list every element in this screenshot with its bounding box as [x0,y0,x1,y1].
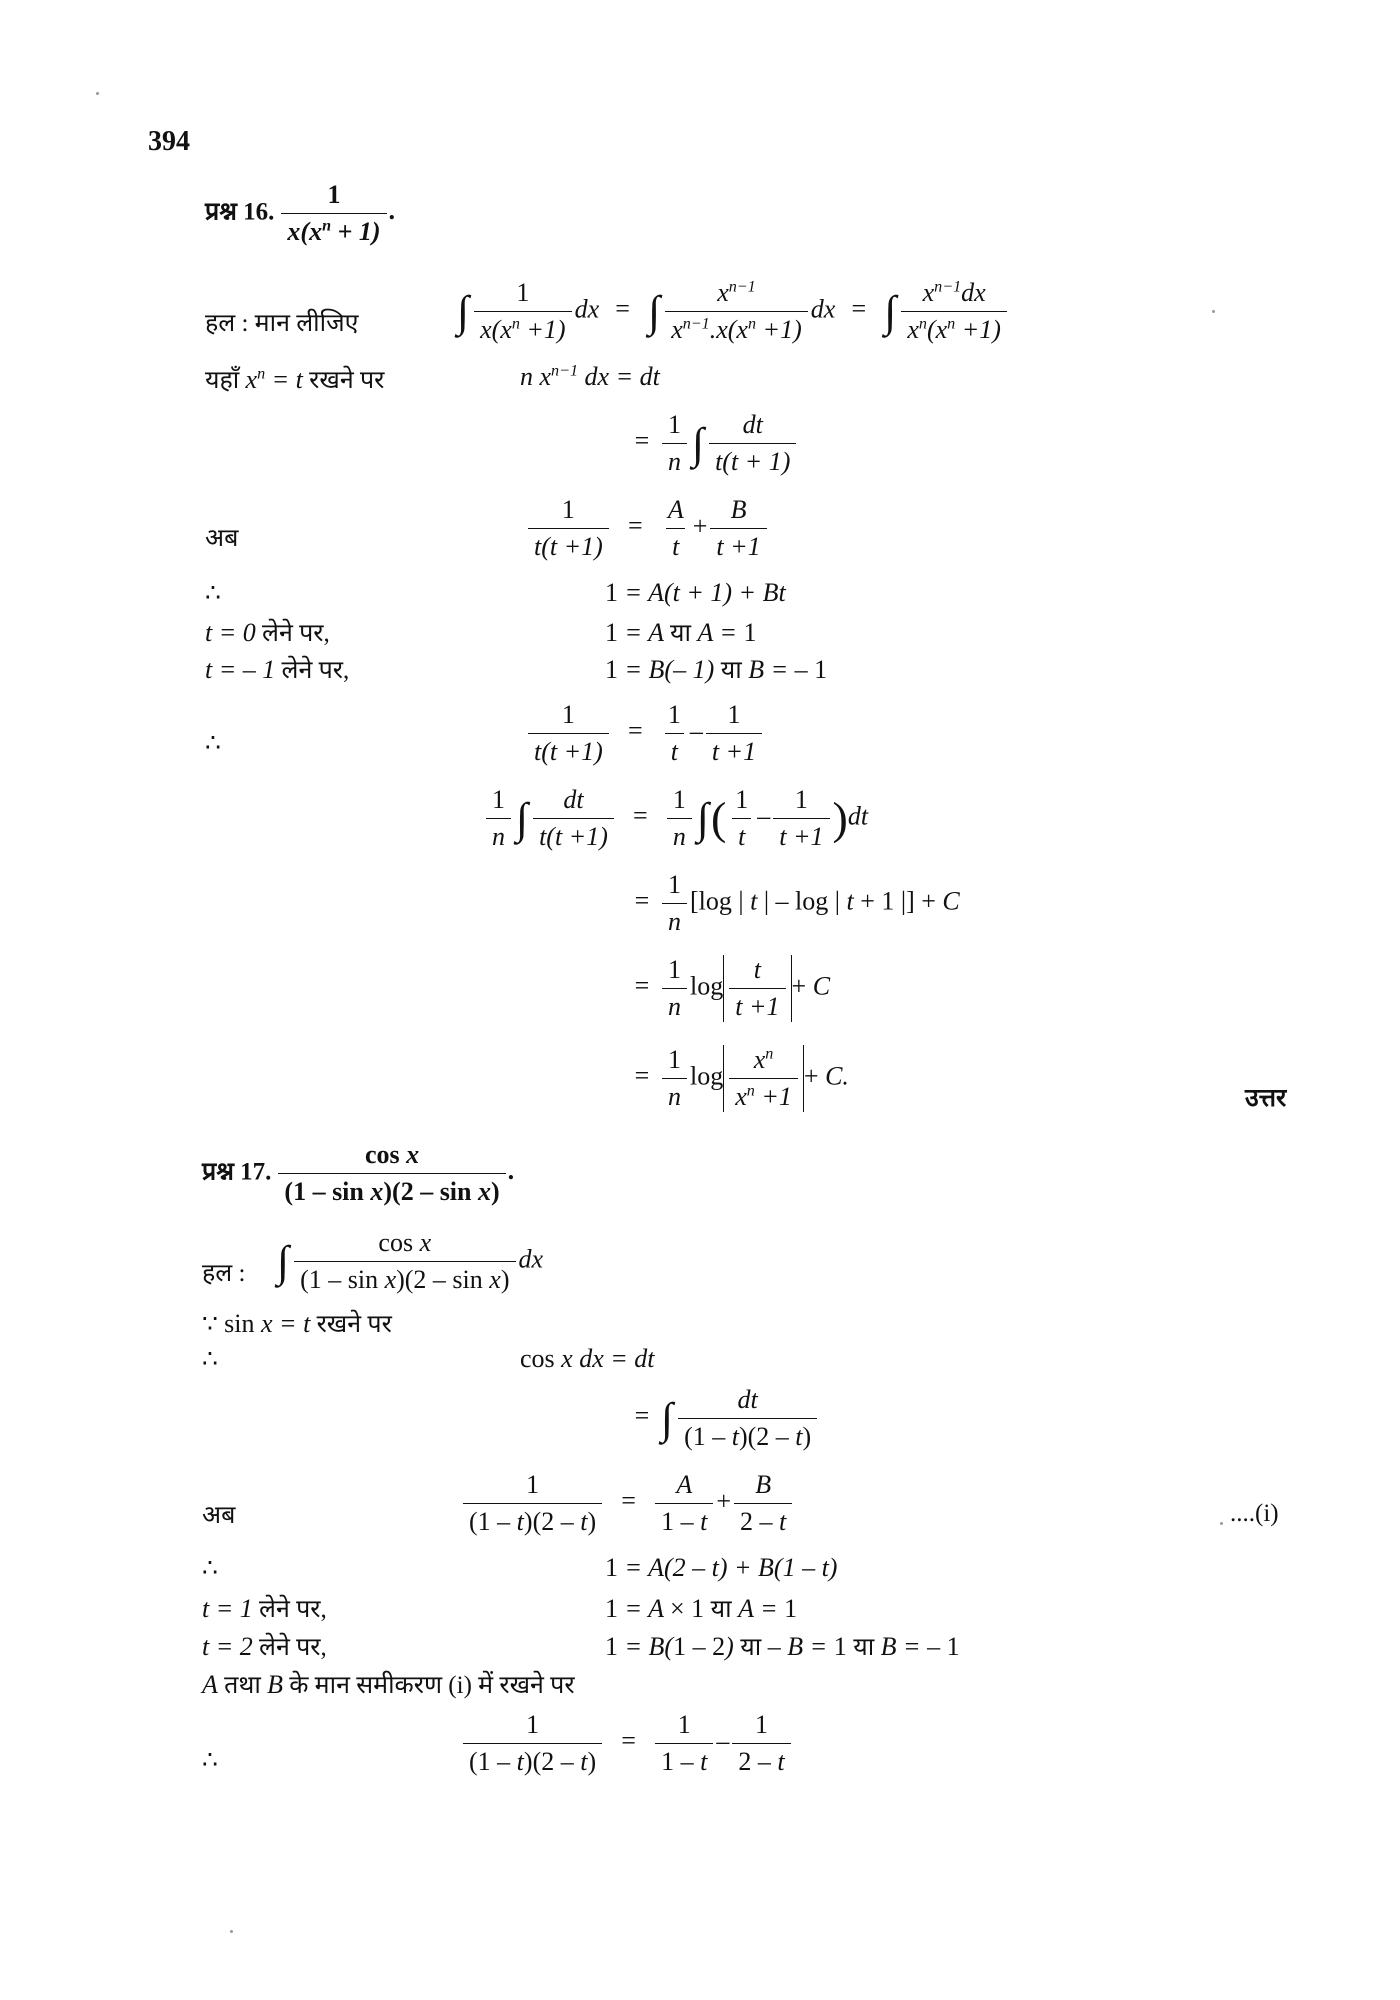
case-tm1-text: लेने पर, [281,657,350,684]
case-t0-value: t = 0 [205,618,256,647]
substitution-17: ∵ sin x = t रखने पर [202,1309,392,1338]
question-16-expression: $\frac{1}{x(x^n + 1)}$ . [278,196,396,225]
question-17-heading [202,1140,515,1207]
case-t2-value: t = 2 [202,1632,253,1661]
question-17-label: प्रश्न 17. [202,1158,272,1186]
answer-16: उत्तर [1245,1085,1287,1112]
therefore-16-b: ∴ [205,730,221,757]
partial-fraction-17: $\frac{1}{(1 - t)(2 - t)}$ = $\frac{A}{1 - t}$ + $\frac{B}{2 - t}$ [460,1470,795,1537]
ya-word: या [710,1596,732,1623]
substitution-16-prefix: यहाँ [205,367,240,394]
value-A-17: 1 = A × 1 या A = 1 [605,1594,798,1623]
value-A-16: 1 = A या A = 1 [605,618,757,647]
ya-word: या [720,657,742,684]
case-t2-text: लेने पर, [259,1634,327,1661]
case-t1-17 [202,1591,327,1625]
case-t2-17 [202,1629,327,1663]
case-t0-text: लेने पर, [262,620,330,647]
scan-speck [1212,310,1215,313]
solution-17-integral: ∫ $\frac{\text{cos x}}{\text{(1 – sin x)(2 – sin x)}}$ dx [277,1228,544,1294]
case-t0-16 [205,615,330,649]
final-16: = $\frac{1}{n}$ log $\frac{x^n}{x^n +1}$ + C. [634,1045,849,1111]
question-17-expression: $\frac{\text{cos x}}{\text{(1 – sin x)(2 – sin x)}}$ . [275,1156,515,1185]
case-tm1-16 [205,652,349,686]
page-number: 394 [148,126,190,157]
substitution-17-suffix: रखने पर [316,1311,392,1338]
solution-17-intro: हल : [202,1260,246,1287]
substitution-16: यहाँ $x^n = t$ रखने पर [205,365,385,394]
log-combined-16: = $\frac{1}{n}$ log $\frac{t}{t +1}$ + C [634,955,831,1021]
log-step-16: = $\frac{1}{n}$ [log | t | – log | t + 1 |] + C [634,870,960,936]
equation-ref-i: ....(i) [1230,1500,1279,1527]
case-t1-value: t = 1 [202,1594,253,1623]
ya-word: या [740,1634,762,1661]
value-B-16: 1 = B(– 1) या B = – 1 [605,655,828,684]
step-17-a: = ∫ $\frac{dt}{(1 - t)(2 - t)}$ [625,1385,820,1452]
tatha-word: तथा [224,1672,261,1699]
decomposed-17: $\frac{1}{(1 - t)(2 - t)}$ = $\frac{1}{1 - t}$ – $\frac{1}{2 - t}$ [460,1710,794,1777]
ke-maan-text: के मान समीकरण (i) में रखने पर [289,1672,575,1699]
because-symbol: ∵ [202,1311,218,1338]
identity-17: 1 = A(2 – t) + B(1 – t) [605,1553,838,1582]
step-16-a: = $\frac{1}{n}$ ∫ $\frac{dt}{t(t + 1)}$ [625,410,799,477]
differential-17: cos x dx = dt [520,1344,655,1373]
solution-16-intro: हल : मान लीजिए [205,310,359,337]
therefore-17-c: ∴ [202,1747,218,1774]
therefore-17-a: ∴ [202,1346,218,1373]
label-ab-16: अब [205,525,239,552]
substitution-16-suffix: रखने पर [309,367,385,394]
integral-split-16: $\frac{1}{n}$ ∫ $\frac{dt}{t(t +1)}$ = $\frac{1}{n}$ ∫( $\frac{1}{t}$ – $\frac{1}{t +1}$ )dt [483,785,868,852]
substitute-values-note: A तथा B के मान समीकरण (i) में रखने पर [202,1670,575,1699]
therefore-16-a: ∴ [205,580,221,607]
question-16-heading [205,180,396,247]
scan-speck [1220,1522,1223,1525]
scan-speck [96,92,99,95]
partial-fraction-16: $\frac{1}{t(t +1)}$ = $\frac{A}{t}$ + $\frac{B}{t +1}$ [525,495,770,562]
ya-word: या [670,620,691,647]
solution-16-integral: ∫ $\frac{1}{x(x^n +1)}$ dx = ∫ $\frac{x^{n-1}}{x^{n-1}.x(x^n +1)}$ dx = ∫ $\frac{x^{n-1}dx}{x^n(x^n +1)}$ [455,278,1010,345]
case-t1-text: लेने पर, [259,1596,327,1623]
label-ab-17: अब [202,1502,236,1529]
case-tm1-value: t = – 1 [205,655,276,684]
scan-speck [230,1930,233,1933]
differential-16: n $x^{n-1}$ dx = dt [520,362,660,391]
identity-16: 1 = A(t + 1) + Bt [605,578,786,607]
decomposed-16: $\frac{1}{t(t +1)}$ = $\frac{1}{t}$ – $\frac{1}{t +1}$ [525,700,765,767]
ya-word: या [853,1634,875,1661]
value-B-17: 1 = B(1 – 2) या – B = 1 या B = – 1 [605,1632,960,1661]
therefore-17-b: ∴ [202,1555,218,1582]
question-16-label: प्रश्न 16. [205,198,275,226]
